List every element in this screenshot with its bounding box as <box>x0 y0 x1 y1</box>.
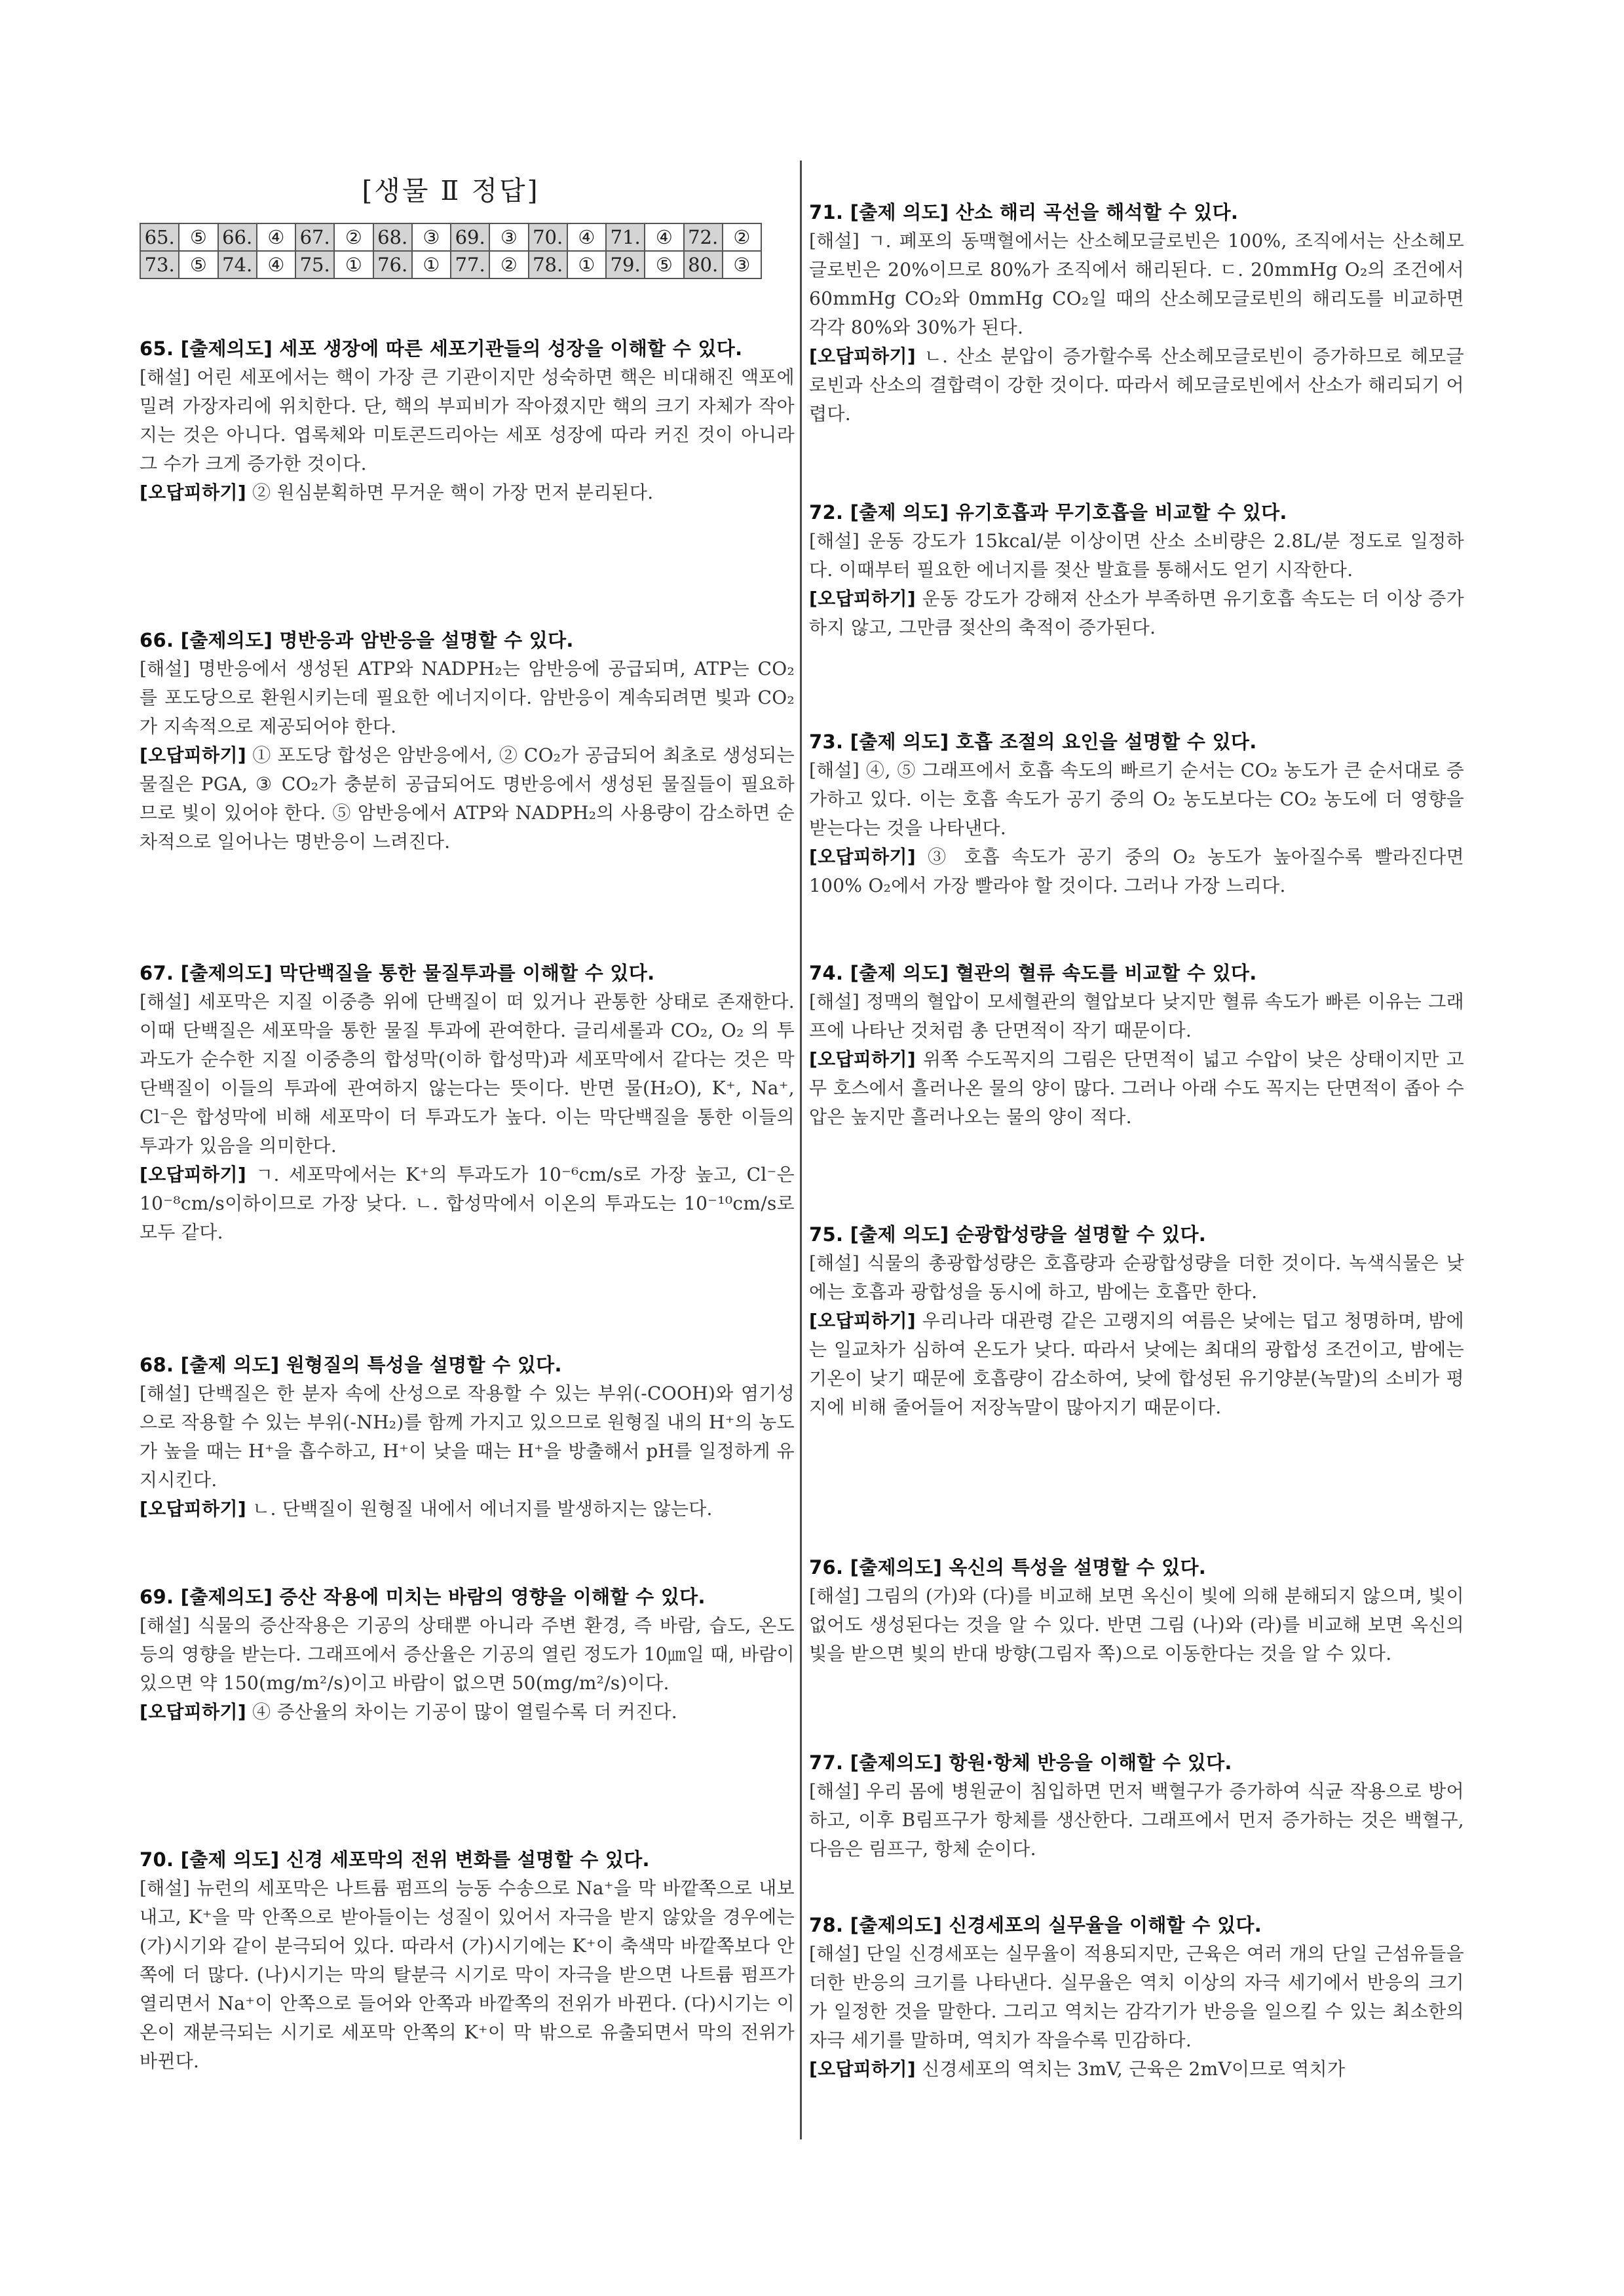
wrong-answer-label: [오답피하기] <box>140 1701 246 1723</box>
explanation-text: 운동 강도가 15kcal/분 이상이면 산소 소비량은 2.8L/분 정도로 일정하다. 이때부터 필요한 에너지를 젖산 발효를 통해서도 얻기 시작한다. <box>809 530 1464 581</box>
question-number: 67. <box>295 223 334 251</box>
wrong-answer-text: 신경세포의 역치는 3mV, 근육은 2mV이므로 역치가 <box>915 2058 1346 2080</box>
explanation-text: 뉴런의 세포막은 나트륨 펌프의 능동 수송으로 Na⁺을 막 바깥쪽으로 내보내고, K⁺을 막 안쪽으로 받아들이는 성질이 있어서 자극을 받지 않았을 경우에는 (가)시기와 같이 분극되어 있다. 따라서 (가)시기에는 K⁺이 축색막 바깥쪽보다 안쪽에 더 많다. (나)시기는 막의 탈분극 시기로 막이 자극을 받으면 나트륨 펌프가 열리면서 Na⁺이 안쪽으로 들어와 안쪽과 바깥쪽의 전위가 바뀐다. (다)시기는 이온이 재분극되는 시기로 세포막 안쪽의 K⁺이 막 밖으로 유출되면서 막의 전위가 바뀐다. <box>140 1877 795 2072</box>
question-67 <box>140 959 795 1247</box>
explanation-label: [해설] <box>140 1877 191 1899</box>
answer-choice: ② <box>723 223 761 251</box>
explanation-text: 식물의 증산작용은 기공의 상태뿐 아니라 주변 환경, 즉 바람, 습도, 온도 등의 영향을 받는다. 그래프에서 증산율은 기공의 열린 정도가 10㎛일 때, 바람이 있으면 약 150(mg/m²/s)이고 바람이 없으면 50(mg/m²/s)이다. <box>140 1615 795 1694</box>
answer-choice: ② <box>334 223 373 251</box>
explanation-label: [해설] <box>809 1585 860 1607</box>
wrong-answer-text: 우리나라 대관령 같은 고랭지의 여름은 낮에는 덥고 청명하며, 밤에는 일교차가 심하여 온도가 낮다. 따라서 낮에는 최대의 광합성 조건이고, 밤에는 기온이 낮기 때문에 호흡량이 감소하여, 낮에 합성된 유기양분(녹말)의 소비가 평지에 비해 줄어들어 저장녹말이 많아지기 때문이다. <box>809 1310 1464 1418</box>
wrong-answer-label: [오답피하기] <box>809 588 916 609</box>
question-75 <box>809 1220 1464 1422</box>
question-heading: 71. [출제 의도] 산소 해리 곡선을 해석할 수 있다. <box>809 201 1239 223</box>
question-number: 71. <box>606 223 645 251</box>
explanation-text: 그림의 (가)와 (다)를 비교해 보면 옥신이 빛에 의해 분해되지 않으며, 빛이 없어도 생성된다는 것을 알 수 있다. 반면 그림 (나)와 (라)를 비교해 보면 옥신의 빛을 받으면 빛의 반대 방향(그림자 쪽)으로 이동한다는 것을 알 수 있다. <box>809 1585 1464 1664</box>
explanation-label: [해설] <box>809 1252 860 1274</box>
wrong-answer-tip <box>140 1698 795 1727</box>
question-heading: 76. [출제의도] 옥신의 특성을 설명할 수 있다. <box>809 1556 1207 1578</box>
explanation-label: [해설] <box>140 1615 191 1636</box>
answer-choice: ③ <box>489 223 528 251</box>
answer-choice: ① <box>334 251 373 278</box>
answer-choice: ⑤ <box>179 251 217 278</box>
explanation-label: [해설] <box>809 991 860 1012</box>
explanation <box>809 1777 1464 1864</box>
explanation-text: 식물의 총광합성량은 호흡량과 순광합성량을 더한 것이다. 녹색식물은 낮에는 호흡과 광합성을 동시에 하고, 밤에는 호흡만 한다. <box>809 1252 1464 1303</box>
wrong-answer-label: [오답피하기] <box>809 2058 916 2080</box>
wrong-answer-tip <box>809 843 1464 900</box>
explanation-label: [해설] <box>809 230 860 252</box>
explanation-text: ④, ⑤ 그래프에서 호흡 속도의 빠르기 순서는 CO₂ 농도가 큰 순서대로 증가하고 있다. 이는 호흡 속도가 공기 중의 O₂ 농도보다는 CO₂ 농도에 더 영향을 받는다는 것을 나타낸다. <box>809 759 1464 839</box>
question-heading: 65. [출제의도] 세포 생장에 따른 세포기관들의 성장을 이해할 수 있다. <box>140 337 743 360</box>
explanation-label: [해설] <box>140 658 191 679</box>
explanation-text: ㄱ. 폐포의 동맥혈에서는 산소헤모글로빈은 100%, 조직에서는 산소헤모글로빈은 20%이므로 80%가 조직에서 해리된다. ㄷ. 20mmHg O₂의 조건에서 60mmHg CO₂와 0mmHg CO₂일 때의 산소헤모글로빈의 해리도를 비교하면 각각 80%와 30%가 된다. <box>809 230 1464 338</box>
question-78 <box>809 1911 1464 2084</box>
question-number: 76. <box>373 251 412 278</box>
explanation <box>140 363 795 478</box>
wrong-answer-tip <box>140 1160 795 1247</box>
question-74 <box>809 959 1464 1132</box>
question-heading: 67. [출제의도] 막단백질을 통한 물질투과를 이해할 수 있다. <box>140 962 655 984</box>
explanation <box>809 987 1464 1045</box>
explanation-label: [해설] <box>140 366 191 388</box>
column-divider <box>800 161 802 2139</box>
wrong-answer-tip <box>140 478 795 507</box>
wrong-answer-label: [오답피하기] <box>140 1498 246 1520</box>
question-76 <box>809 1553 1464 1668</box>
question-heading: 75. [출제 의도] 순광합성량을 설명할 수 있다. <box>809 1223 1207 1246</box>
question-69 <box>140 1582 795 1727</box>
answer-choice: ③ <box>412 223 451 251</box>
question-number: 79. <box>606 251 645 278</box>
explanation-label: [해설] <box>140 1383 191 1404</box>
wrong-answer-label: [오답피하기] <box>809 1310 916 1331</box>
question-heading: 74. [출제 의도] 혈관의 혈류 속도를 비교할 수 있다. <box>809 962 1257 984</box>
explanation-label: [해설] <box>140 991 191 1012</box>
question-heading: 69. [출제의도] 증산 작용에 미치는 바람의 영향을 이해할 수 있다. <box>140 1586 706 1608</box>
explanation-text: 어린 세포에서는 핵이 가장 큰 기관이지만 성숙하면 핵은 비대해진 액포에 밀려 가장자리에 위치한다. 단, 핵의 부피비가 작아졌지만 핵의 크기 자체가 작아지는 것은 아니다. 엽록체와 미토콘드리아는 세포 성장에 따라 커진 것이 아니라 그 수가 크게 증가한 것이다. <box>140 366 795 474</box>
explanation <box>809 1582 1464 1668</box>
question-number: 65. <box>140 223 179 251</box>
wrong-answer-label: [오답피하기] <box>809 345 916 367</box>
question-number: 68. <box>373 223 412 251</box>
wrong-answer-tip <box>809 1307 1464 1422</box>
wrong-answer-text: ④ 증산율의 차이는 기공이 많이 열릴수록 더 커진다. <box>246 1701 678 1723</box>
explanation-text: 세포막은 지질 이중층 위에 단백질이 떠 있거나 관통한 상태로 존재한다. 이때 단백질은 세포막을 통한 물질 투과에 관여한다. 글리세롤과 CO₂, O₂ 의 투과도가 순수한 지질 이중층의 합성막(이하 합성막)과 세포막에서 같다는 것은 막단백질이 이들의 투과에 관여하지 않는다는 뜻이다. 반면 물(H₂O), K⁺, Na⁺, Cl⁻은 합성막에 비해 세포막이 더 투과도가 높다. 이는 막단백질을 통한 이들의 투과가 있음을 의미한다. <box>140 991 795 1157</box>
explanation-text: 단백질은 한 분자 속에 산성으로 작용할 수 있는 부위(-COOH)와 염기성으로 작용할 수 있는 부위(-NH₂)를 함께 가지고 있으므로 원형질 내의 H⁺의 농도가 높을 때는 H⁺을 흡수하고, H⁺이 낮을 때는 H⁺을 방출해서 pH를 일정하게 유지시킨다. <box>140 1383 795 1491</box>
answer-choice: ④ <box>257 223 295 251</box>
question-70 <box>140 1845 795 2076</box>
wrong-answer-tip <box>809 1045 1464 1132</box>
question-66 <box>140 626 795 856</box>
wrong-answer-tip <box>809 342 1464 429</box>
wrong-answer-tip <box>140 1495 795 1523</box>
explanation <box>140 1379 795 1495</box>
answer-choice: ① <box>412 251 451 278</box>
explanation-text: 명반응에서 생성된 ATP와 NADPH₂는 암반응에 공급되며, ATP는 CO₂를 포도당으로 환원시키는데 필요한 에너지이다. 암반응이 계속되려면 빛과 CO₂가 지속적으로 제공되어야 한다. <box>140 658 795 737</box>
wrong-answer-tip <box>809 2055 1464 2084</box>
question-heading: 77. [출제의도] 항원·항체 반응을 이해할 수 있다. <box>809 1751 1232 1774</box>
explanation-text: 정맥의 혈압이 모세혈관의 혈압보다 낮지만 혈류 속도가 빠른 이유는 그래프에 나타난 것처럼 총 단면적이 작기 때문이다. <box>809 991 1464 1041</box>
wrong-answer-text: 운동 강도가 강해져 산소가 부족하면 유기호흡 속도는 더 이상 증가하지 않고, 그만큼 젖산의 축적이 증가된다. <box>809 588 1464 638</box>
question-number: 66. <box>218 223 257 251</box>
question-heading: 78. [출제의도] 신경세포의 실무율을 이해할 수 있다. <box>809 1914 1262 1936</box>
question-heading: 66. [출제의도] 명반응과 암반응을 설명할 수 있다. <box>140 629 574 651</box>
explanation-label: [해설] <box>809 1780 860 1802</box>
answer-choice: ⑤ <box>179 223 217 251</box>
wrong-answer-label: [오답피하기] <box>140 744 246 766</box>
wrong-answer-text: ㄴ. 단백질이 원형질 내에서 에너지를 발생하지는 않는다. <box>246 1498 713 1520</box>
question-number: 75. <box>295 251 334 278</box>
answer-choice: ① <box>567 251 606 278</box>
question-71 <box>809 198 1464 429</box>
explanation <box>140 987 795 1160</box>
explanation-label: [해설] <box>809 1943 860 1964</box>
wrong-answer-label: [오답피하기] <box>809 846 916 868</box>
explanation <box>140 655 795 741</box>
explanation-text: 단일 신경세포는 실무율이 적용되지만, 근육은 여러 개의 단일 근섬유들을 더한 반응의 크기를 나타낸다. 실무율은 역치 이상의 자극 세기에서 반응의 크기가 일정한 것을 말한다. 그리고 역치는 감각기가 반응을 일으킬 수 있는 최소한의 자극 세기를 말하며, 역치가 작을수록 민감하다. <box>809 1943 1464 2051</box>
answer-choice: ③ <box>723 251 761 278</box>
answer-row <box>140 251 761 278</box>
question-heading: 68. [출제 의도] 원형질의 특성을 설명할 수 있다. <box>140 1354 562 1376</box>
question-68 <box>140 1350 795 1523</box>
explanation <box>140 1611 795 1698</box>
explanation <box>809 527 1464 584</box>
answer-choice: ⑤ <box>645 251 683 278</box>
explanation <box>809 756 1464 843</box>
question-number: 74. <box>218 251 257 278</box>
answer-choice: ② <box>489 251 528 278</box>
question-number: 72. <box>684 223 723 251</box>
question-77 <box>809 1748 1464 1864</box>
question-number: 77. <box>451 251 489 278</box>
question-65 <box>140 334 795 507</box>
wrong-answer-text: ② 원심분획하면 무거운 핵이 가장 먼저 분리된다. <box>246 482 654 503</box>
question-heading: 72. [출제 의도] 유기호흡과 무기호흡을 비교할 수 있다. <box>809 501 1287 524</box>
question-number: 70. <box>529 223 567 251</box>
wrong-answer-tip <box>140 741 795 856</box>
wrong-answer-text: ㄴ. 산소 분압이 증가할수록 산소헤모글로빈이 증가하므로 헤모글로빈과 산소의 결합력이 강한 것이다. 따라서 헤모글로빈에서 산소가 해리되기 어렵다. <box>809 345 1464 425</box>
question-number: 69. <box>451 223 489 251</box>
question-heading: 70. [출제 의도] 신경 세포막의 전위 변화를 설명할 수 있다. <box>140 1848 650 1871</box>
question-73 <box>809 727 1464 900</box>
answer-choice: ④ <box>645 223 683 251</box>
answer-row <box>140 223 761 251</box>
explanation <box>809 1249 1464 1307</box>
answer-choice: ④ <box>257 251 295 278</box>
answer-choice: ④ <box>567 223 606 251</box>
page-title: [생물 Ⅱ 정답] <box>362 175 540 206</box>
explanation-label: [해설] <box>809 530 860 552</box>
question-number: 80. <box>684 251 723 278</box>
wrong-answer-text: ㄱ. 세포막에서는 K⁺의 투과도가 10⁻⁶cm/s로 가장 높고, Cl⁻은 10⁻⁸cm/s이하이므로 가장 낮다. ㄴ. 합성막에서 이온의 투과도는 10⁻¹⁰cm/s로 모두 같다. <box>140 1164 795 1243</box>
explanation <box>809 227 1464 342</box>
question-number: 73. <box>140 251 179 278</box>
wrong-answer-tip <box>809 584 1464 642</box>
wrong-answer-text: 위쪽 수도꼭지의 그림은 단면적이 넓고 수압이 낮은 상태이지만 고무 호스에서 흘러나온 물의 양이 많다. 그러나 아래 수도 꼭지는 단면적이 좁아 수압은 높지만 흘러나오는 물의 양이 적다. <box>809 1048 1464 1128</box>
wrong-answer-label: [오답피하기] <box>140 482 246 503</box>
wrong-answer-text: ① 포도당 합성은 암반응에서, ② CO₂가 공급되어 최초로 생성되는 물질은 PGA, ③ CO₂가 충분히 공급되어도 명반응에서 생성된 물질들이 필요하므로 빛이 있어야 한다. ⑤ 암반응에서 ATP와 NADPH₂의 사용량이 감소하면 순차적으로 일어나는 명반응이 느려진다. <box>140 744 795 852</box>
question-number: 78. <box>529 251 567 278</box>
explanation-label: [해설] <box>809 759 860 781</box>
explanation <box>140 1874 795 2076</box>
question-heading: 73. [출제 의도] 호흡 조절의 요인을 설명할 수 있다. <box>809 731 1257 753</box>
answer-table <box>140 223 762 279</box>
explanation-text: 우리 몸에 병원균이 침입하면 먼저 백혈구가 증가하여 식균 작용으로 방어하고, 이후 B림프구가 항체를 생산한다. 그래프에서 먼저 증가하는 것은 백혈구, 다음은 림프구, 항체 순이다. <box>809 1780 1464 1860</box>
question-72 <box>809 498 1464 642</box>
explanation <box>809 1940 1464 2055</box>
wrong-answer-label: [오답피하기] <box>140 1164 246 1185</box>
wrong-answer-text: ③ 호흡 속도가 공기 중의 O₂ 농도가 높아질수록 빨라진다면 100% O₂에서 가장 빨라야 할 것이다. 그러나 가장 느리다. <box>809 846 1464 896</box>
wrong-answer-label: [오답피하기] <box>809 1048 916 1070</box>
